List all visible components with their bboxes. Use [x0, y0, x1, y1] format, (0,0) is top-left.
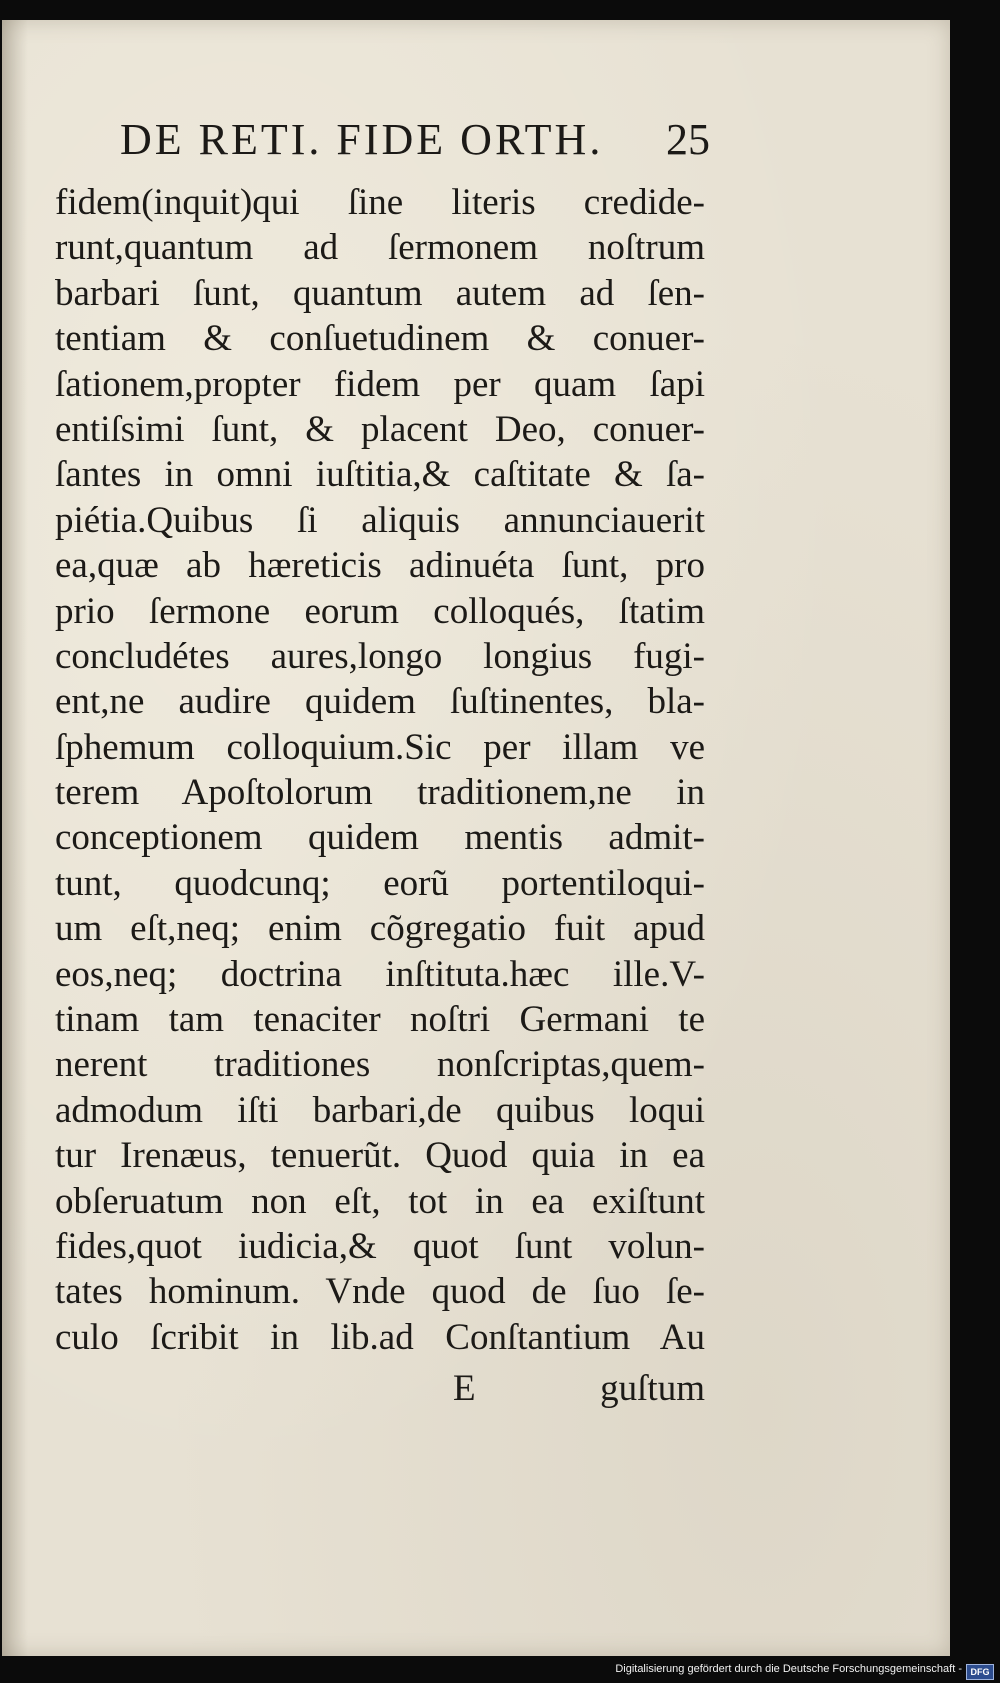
text-line: culo ſcribit in lib.ad Conſtantium Au [55, 1316, 705, 1358]
dfg-logo: DFG [966, 1664, 994, 1680]
running-title: DE RETI. FIDE ORTH. [120, 115, 604, 164]
text-line: tunt, quodcunq; eorũ portentiloqui- [55, 862, 705, 904]
text-line: conceptionem quidem mentis admit- [55, 817, 705, 859]
text-line: prio ſermone eorum colloqués, ſtatim [55, 590, 705, 632]
text-line: tates hominum. Vnde quod de ſuo ſe- [55, 1271, 705, 1313]
text-line: ſphemum colloquium.Sic per illam ve [55, 726, 705, 768]
text-line: tentiam & conſuetudinem & conuer- [55, 318, 705, 360]
page-header [120, 105, 710, 175]
text-line: fidem(inquit)qui ſine literis credide- [55, 182, 705, 223]
text-line: um eſt,neq; enim cõgregatio fuit apud [55, 908, 705, 950]
catchword: guſtum [600, 1368, 705, 1409]
body-text [55, 180, 705, 1360]
signature-mark: E [453, 1368, 476, 1409]
digitization-credit: Digitalisierung gefördert durch die Deutsche Forschungsgemeinschaft - [615, 1663, 962, 1675]
text-line: ſantes in omni iuſtitia,& caſtitate & ſa- [55, 454, 705, 496]
text-line: eos,neq; doctrina inſtituta.hæc ille.V- [55, 953, 705, 995]
text-line: piétia.Quibus ſi aliquis annunciauerit [55, 499, 705, 541]
text-line: nerent traditiones nonſcriptas,quem- [55, 1044, 705, 1086]
text-line: ſationem,propter fidem per quam ſapi [55, 363, 705, 405]
text-line: ea,quæ ab hæreticis adinuéta ſunt, pro [55, 545, 705, 587]
text-line: obſeruatum non eſt, tot in ea exiſtunt [55, 1180, 705, 1222]
text-line: fides,quot iudicia,& quot ſunt volun- [55, 1225, 705, 1267]
text-line: tinam tam tenaciter noſtri Germani te [55, 999, 705, 1041]
text-line: admodum iſti barbari,de quibus loqui [55, 1089, 705, 1131]
text-line: entiſsimi ſunt, & placent Deo, conuer- [55, 408, 705, 450]
text-line: tur Irenæus, tenuerũt. Quod quia in ea [55, 1135, 705, 1177]
page-number: 25 [666, 115, 710, 164]
text-line: terem Apoſtolorum traditionem,ne in [55, 772, 705, 814]
credit-bar [0, 1660, 1000, 1683]
text-line: runt,quantum ad ſermonem noſtrum [55, 227, 705, 269]
text-line: concludétes aures,longo longius fugi- [55, 635, 705, 677]
text-line: barbari ſunt, quantum autem ad ſen- [55, 272, 705, 314]
page-footer [55, 1367, 705, 1417]
book-page [2, 20, 950, 1656]
page-gutter-shadow [2, 20, 28, 1656]
text-line: ent,ne audire quidem ſuſtinentes, bla- [55, 681, 705, 723]
